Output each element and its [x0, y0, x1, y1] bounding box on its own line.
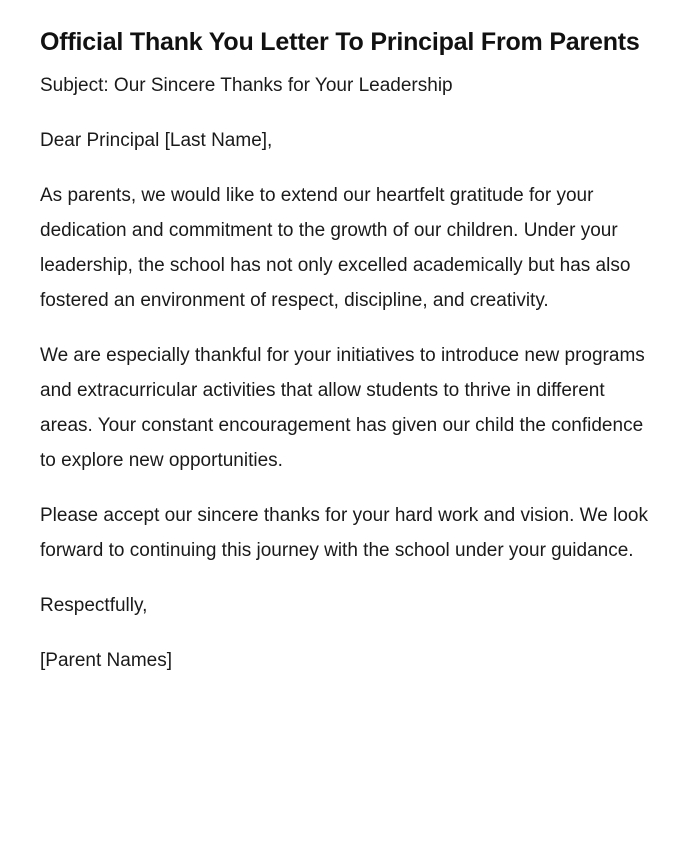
letter-paragraph-3: Please accept our sincere thanks for your hard work and vision. We look forward to continuing this journey with the school under your guidance.	[40, 505, 648, 561]
page-title: Official Thank You Letter To Principal From Parents	[40, 28, 640, 56]
letter-signature: [Parent Names]	[40, 650, 172, 671]
letter-subject: Subject: Our Sincere Thanks for Your Leadership	[40, 75, 453, 96]
letter-paragraph-1: As parents, we would like to extend our heartfelt gratitude for your dedication and commitment to the growth of our children. Under your leadership, the school has not only excelled academically but has also fostered an environment of respect, discipline, and creativity.	[40, 185, 631, 311]
letter-salutation: Dear Principal [Last Name],	[40, 130, 273, 151]
letter-paragraph-2: We are especially thankful for your initiatives to introduce new programs and extracurricular activities that allow students to thrive in different areas. Your constant encouragement has given our child the confidence to explore new opportunities.	[40, 345, 645, 471]
letter-closing: Respectfully,	[40, 595, 148, 616]
